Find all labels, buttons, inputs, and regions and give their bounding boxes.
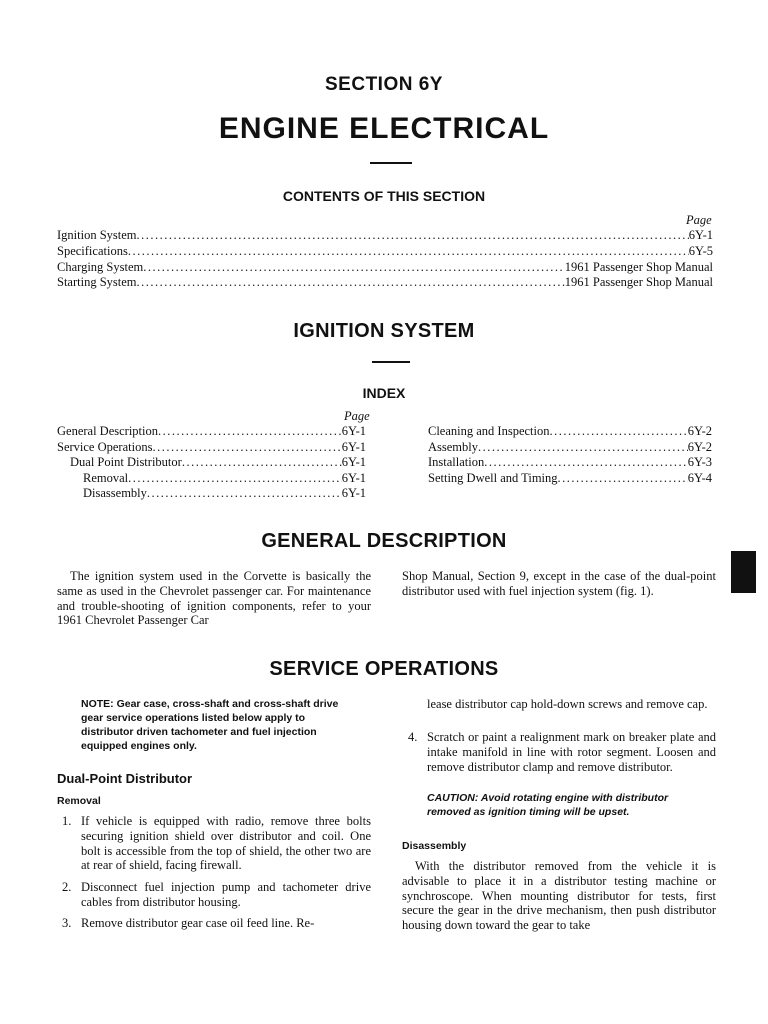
toc-page: 1961 Passenger Shop Manual [564,260,713,274]
section-label: SECTION 6Y [325,74,443,95]
toc-leader [143,260,565,275]
toc-row[interactable] [57,260,713,275]
service-note: NOTE: Gear case, cross-shaft and cross-shaft drive gear service operations listed below apply to distributor driven tachometer and fuel injection equipped engines only. [81,698,339,752]
index-row[interactable] [83,471,366,486]
toc-title: Starting System [57,275,137,289]
title-divider [370,162,412,164]
dual-point-distributor-heading: Dual-Point Distributor [57,771,193,786]
service-operations-heading: SERVICE OPERATIONS [269,658,499,680]
index-row[interactable] [83,486,366,501]
general-description-left-text: The ignition system used in the Corvette is basically the same as used in the Chevrolet passenger car. For maintenance and trouble-shooting of ignition components, refer to your 1961 Chevrolet Passenger Car [57,569,371,628]
contents-heading: CONTENTS OF THIS SECTION [282,188,486,204]
index-row[interactable] [428,471,712,486]
ignition-system-heading: IGNITION SYSTEM [293,320,475,342]
index-row[interactable] [57,424,366,439]
index-leader [550,424,688,439]
toc-leader [137,228,689,243]
list-item-text: Disconnect fuel injection pump and tachometer drive cables from distributor housing. [81,880,371,909]
index-page: 6Y-1 [341,486,366,500]
index-leader [147,486,342,501]
list-item-text: If vehicle is equipped with radio, remove three bolts securing ignition shield over distributor and coil. One bolt is accessible from the top of shield, the other two are at rear of shield, facing firewall. [81,814,371,873]
index-leader [484,455,687,470]
index-page: 6Y-2 [687,424,712,438]
caution-note: CAUTION: Avoid rotating engine with distributor removed as ignition timing will be upset. [427,792,669,818]
index-leader [158,424,342,439]
list-item-text: Scratch or paint a realignment mark on breaker plate and intake manifold in line with rotor segment. Loosen and remove distributor clamp and remove distributor. [427,730,716,774]
toc-page: 6Y-5 [688,244,713,258]
list-item-number: 3. [62,916,72,930]
list-item-number: 4. [408,730,418,744]
toc-title: Ignition System [57,228,137,242]
index-leader [558,471,688,486]
toc-leader [137,275,565,290]
ignition-divider [372,361,410,363]
general-description-right-text: Shop Manual, Section 9, except in the case of the dual-point distributor used with fuel injection system (fig. 1). [402,569,716,598]
index-title: Removal [83,471,129,485]
index-title: Assembly [428,440,478,454]
list-item [62,916,371,932]
disassembly-text: With the distributor removed from the vehicle it is advisable to place it in a distributor testing machine or synchroscope. When mounting distributor for tests, first secure the gear in the drive mechanism, then push distributor housing down toward the gear to take [402,859,716,933]
index-leader [478,440,688,455]
index-page: 6Y-1 [341,471,366,485]
disassembly-heading: Disassembly [402,840,467,852]
index-page: 6Y-2 [687,440,712,454]
list-item [62,880,371,910]
index-leader [152,440,341,455]
index-row[interactable] [70,455,366,470]
index-page: 6Y-1 [341,455,366,469]
index-row[interactable] [57,440,366,455]
page-title: ENGINE ELECTRICAL [218,112,550,145]
index-title: Disassembly [83,486,147,500]
index-row[interactable] [428,455,712,470]
toc-row[interactable] [57,244,713,259]
list-item [62,814,371,874]
index-title: Dual Point Distributor [70,455,182,469]
list-item-number: 2. [62,880,72,894]
index-heading: INDEX [362,385,406,401]
index-row[interactable] [428,424,712,439]
index-title: General Description [57,424,159,438]
index-leader [128,471,342,486]
index-leader [182,455,342,470]
step3-continued-text: lease distributor cap hold-down screws and remove cap. [427,697,708,711]
toc-page: 6Y-1 [688,228,713,242]
section-tab-marker [731,551,756,593]
list-item-text: Remove distributor gear case oil feed line. Re- [81,916,315,930]
toc-title: Specifications [57,244,128,258]
removal-heading: Removal [57,795,101,807]
toc-leader [128,244,689,259]
list-item [408,730,716,790]
index-page: 6Y-1 [341,424,366,438]
index-page: 6Y-1 [341,440,366,454]
index-row[interactable] [428,440,712,455]
index-page: 6Y-4 [687,471,712,485]
index-page: 6Y-3 [687,455,712,469]
toc-page: 1961 Passenger Shop Manual [564,275,713,289]
index-title: Setting Dwell and Timing [428,471,558,485]
contents-page-header: Page [686,213,712,227]
list-item-number: 1. [62,814,72,828]
index-title: Cleaning and Inspection [428,424,550,438]
index-page-header: Page [344,409,370,423]
index-title: Installation [428,455,485,469]
toc-row[interactable] [57,275,713,290]
general-description-heading: GENERAL DESCRIPTION [261,530,507,552]
index-title: Service Operations [57,440,153,454]
toc-row[interactable] [57,228,713,243]
toc-title: Charging System [57,260,144,274]
